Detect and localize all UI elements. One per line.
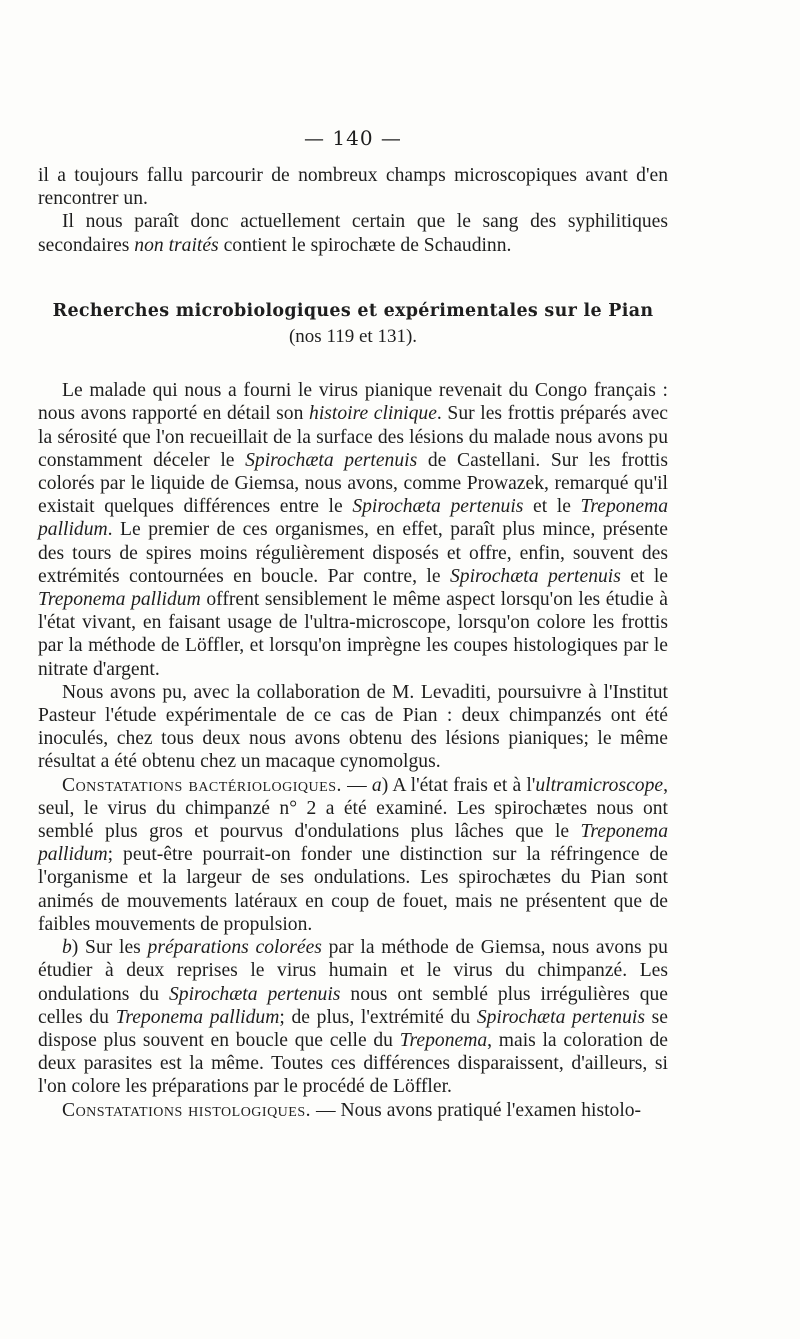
paragraph-preparations: b) Sur les préparations colorées par la méthode de Giemsa, nous avons pu étudier à deux reprises le virus humain et le virus du chimpanzé. Les ondulations du Spirochæta pertenuis nous ont semblé plus irrégulières que celles du Treponema pallidum; de plus, l'extrémité du Spirochæta pertenuis se dispose plus souvent en boucle que celle du Treponema, mais la coloration de deux parasites est la même. Toutes ces différences disparaissent, d'ailleurs, si l'on colore les préparations par le procédé de Löffler. bbox=[38, 937, 668, 1098]
body-text bbox=[38, 164, 668, 1122]
paragraph-histologiques: Constatations histologiques. — Nous avons pratiqué l'examen histolo- bbox=[62, 1099, 642, 1121]
intro-paragraph: il a toujours fallu parcourir de nombreux champs microscopiques avant d'en rencontrer un. bbox=[38, 165, 668, 210]
section-heading: Recherches microbiologiques et expérimentales sur le Pian bbox=[52, 300, 654, 321]
page-number: — 140 — bbox=[304, 126, 402, 150]
paragraph-malade: Le malade qui nous a fourni le virus pianique revenait du Congo français : nous avons rapporté en détail son histoire clinique. Sur les frottis préparés avec la sérosité que l'on recueillait de la surface des lésions du malade nous avons pu constamment déceler le Spirochæta pertenuis de Castellani. Sur les frottis colorés par le liquide de Giemsa, nous avons, comme Prowazek, remarqué qu'il existait quelques différences entre le Spirochæta pertenuis et le Treponema pallidum. Le premier de ces organismes, en effet, paraît plus mince, présente des tours de spires moins régulièrement disposés et offre, enfin, souvent des extrémités contournées en boucle. Par contre, le Spirochæta pertenuis et le Treponema pallidum offrent sensiblement le même aspect lorsqu'on les étudie à l'état vivant, en faisant usage de l'ultra-microscope, lorsqu'on colore les frottis par la méthode de Löffler, et lorsqu'on imprègne les coupes histologiques par le nitrate d'argent. bbox=[38, 380, 669, 680]
paragraph-levaditi: Nous avons pu, avec la collaboration de M. Levaditi, poursuivre à l'Institut Pasteur l'étude expérimentale de ce cas de Pian : deux chimpanzés ont été inoculés, chez tous deux nous avons obtenu des lésions pianiques; le même résultat a été obtenu chez un macaque cynomolgus. bbox=[38, 681, 668, 773]
section-heading-refs: (nos 119 et 131). bbox=[288, 326, 418, 348]
paragraph-syphilis: Il nous paraît donc actuellement certain que le sang des syphilitiques secondaires non traités contient le spirochæte de Schaudinn. bbox=[38, 211, 668, 256]
paragraph-bacteriologiques: Constatations bactériologiques. — a) A l'état frais et à l'ultramicroscope, seul, le virus du chimpanzé n° 2 a été examiné. Les spirochætes nous ont semblé plus gros et pourvus d'ondulations plus lâches que le Treponema pallidum; peut-être pourrait-on fonder une distinction sur la réfringence de l'organisme et la largeur de ses ondulations. Les spirochætes du Pian sont animés de mouvements latéraux en coup de fouet, mais ne présentent que de faibles mouvements de propulsion. bbox=[38, 774, 668, 935]
